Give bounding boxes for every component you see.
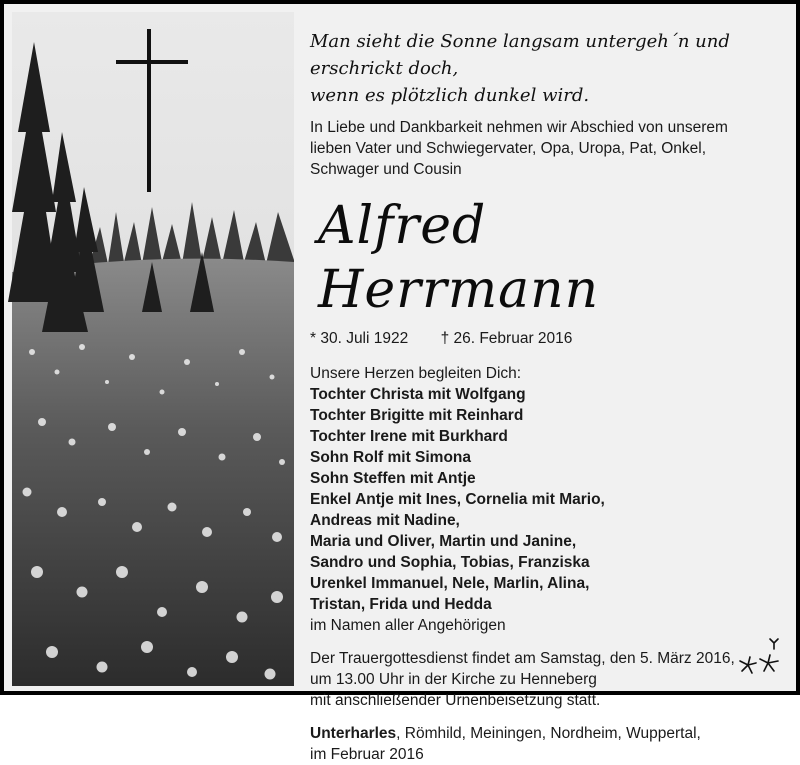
family-member: Sandro und Sophia, Tobias, Franziska (310, 554, 590, 571)
location-others: , Römhild, Meiningen, Nordheim, Wuppertal, (396, 725, 701, 742)
family-member: Sohn Rolf mit Simona (310, 449, 472, 466)
family-intro: Unsere Herzen begleiten Dich: (310, 365, 522, 382)
motto-line-1: Man sieht die Sonne langsam untergeh´n und erschrickt doch, (310, 31, 730, 79)
birth-date: * 30. Juli 1922 (310, 330, 409, 347)
date-line: im Februar 2016 (310, 746, 424, 763)
family-member: Tristan, Frida und Hedda (310, 596, 492, 613)
family-list (310, 363, 780, 636)
intro-line: lieben Vater und Schwiegervater, Opa, Uropa, Pat, Onkel, (310, 140, 707, 157)
family-member: Maria und Oliver, Martin und Janine, (310, 533, 577, 550)
life-dates (310, 328, 780, 349)
family-member: Sohn Steffen mit Antje (310, 470, 476, 487)
flower-signet-icon (736, 635, 784, 677)
location-date (310, 723, 780, 765)
meadow-illustration (12, 12, 294, 686)
location-primary: Unterharles (310, 725, 397, 742)
family-outro: im Namen aller Angehörigen (310, 617, 506, 634)
obituary-text (310, 28, 780, 765)
service-line: um 13.00 Uhr in der Kirche zu Henneberg (310, 671, 597, 688)
intro-line: Schwager und Cousin (310, 161, 462, 178)
meadow-photo (12, 12, 294, 686)
family-member: Andreas mit Nadine, (310, 512, 460, 529)
family-member: Urenkel Immanuel, Nele, Marlin, Alina, (310, 575, 590, 592)
family-member: Enkel Antje mit Ines, Cornelia mit Mario, (310, 491, 605, 508)
family-member: Tochter Brigitte mit Reinhard (310, 407, 524, 424)
service-info (310, 648, 780, 711)
intro-line: In Liebe und Dankbarkeit nehmen wir Abschied von unserem (310, 119, 728, 136)
service-line: mit anschließender Urnenbeisetzung statt. (310, 692, 601, 709)
motto (310, 28, 780, 109)
family-member: Tochter Christa mit Wolfgang (310, 386, 526, 403)
family-member: Tochter Irene mit Burkhard (310, 428, 508, 445)
intro-text (310, 117, 780, 180)
death-date: † 26. Februar 2016 (440, 330, 573, 347)
service-line: Der Trauergottesdienst findet am Samstag, den 5. März 2016, (310, 650, 735, 667)
motto-line-2: wenn es plötzlich dunkel wird. (310, 85, 590, 106)
deceased-name: Alfred Herrmann (318, 196, 600, 320)
